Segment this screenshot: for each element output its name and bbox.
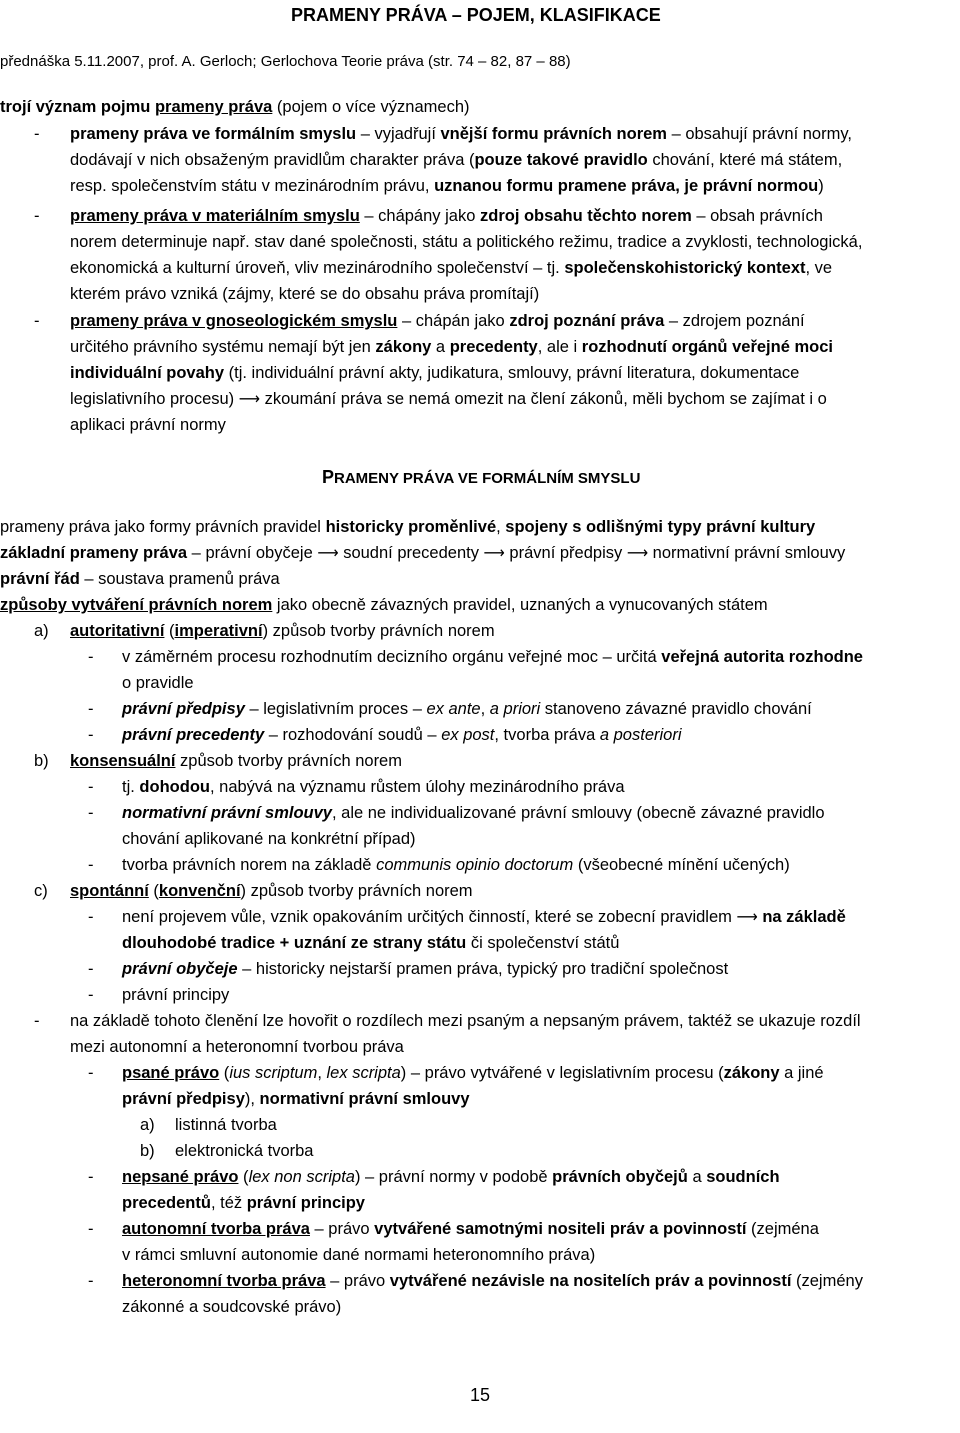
- gnoseo-line-5: aplikaci právní normy: [70, 416, 226, 434]
- a-head: autoritativní (imperativní) způsob tvorby právních norem: [70, 622, 495, 640]
- autonomous-1: autonomní tvorba práva – právo vytvářené samotnými nositeli práv a povinností (zejména: [122, 1220, 819, 1238]
- b-item-3: tvorba právních norem na základě communis opinio doctorum (všeobecné mínění učených): [122, 856, 790, 874]
- formal-line-2: dodávají v nich obsaženým pravidlům charakter práva (pouze takové pravidlo chování, které má státem,: [70, 151, 843, 169]
- heteronomous-1: heteronomní tvorba práva – právo vytvářené nezávisle na nositelích práv a povinností (zejmény: [122, 1272, 863, 1290]
- c-item-2: právní obyčeje – historicky nejstarší pramen práva, typický pro tradiční společnost: [122, 960, 729, 978]
- dash-bullet: -: [88, 908, 94, 926]
- b-head: konsensuální způsob tvorby právních norem: [70, 752, 402, 770]
- intro-line: trojí význam pojmu prameny práva (pojem o více významech): [0, 98, 470, 116]
- page-title: PRAMENY PRÁVA – POJEM, KLASIFIKACE: [291, 5, 661, 25]
- dash-bullet: -: [88, 1220, 94, 1238]
- dash-bullet: -: [34, 1012, 40, 1030]
- formal-line-1: prameny práva ve formálním smyslu – vyjadřují vnější formu právních norem – obsahují právní normy,: [70, 125, 852, 143]
- dash-bullet: -: [88, 960, 94, 978]
- c-item-3: právní principy: [122, 986, 230, 1004]
- unwritten-law-2: precedentů, též právní principy: [122, 1194, 365, 1212]
- section-heading: PRAMENY PRÁVA VE FORMÁLNÍM SMYSLU: [322, 467, 641, 487]
- dash-bullet: -: [88, 700, 94, 718]
- heteronomous-2: zákonné a soudcovské právo): [122, 1298, 342, 1316]
- sources-line-4: způsoby vytváření právních norem jako obecně závazných pravidel, uznaných a vynucovaných státem: [0, 596, 768, 614]
- list-marker-b: b): [34, 752, 49, 770]
- d-line-2: mezi autonomní a heteronomní tvorbou práva: [70, 1038, 404, 1056]
- sources-line-1: prameny práva jako formy právních pravidel historicky proměnlivé, spojeny s odlišnými typy právní kultury: [0, 518, 816, 536]
- gnoseo-line-1: prameny práva v gnoseologickém smyslu – chápán jako zdroj poznání práva – zdrojem poznání: [70, 312, 805, 330]
- material-line-3: ekonomická a kulturní úroveň, vliv mezinárodního společenství – tj. společenskohistorický kontext, ve: [70, 259, 833, 277]
- dash-bullet: -: [88, 856, 94, 874]
- written-law-sub-a: a): [140, 1116, 155, 1134]
- material-line-4: kterém právo vzniká (zájmy, které se do obsahu práva promítají): [70, 285, 540, 303]
- material-line-1: prameny práva v materiálním smyslu – chápány jako zdroj obsahu těchto norem – obsah právních: [70, 207, 823, 225]
- dash-bullet: -: [88, 804, 94, 822]
- dash-bullet: -: [34, 312, 40, 330]
- written-law-sub-b-text: elektronická tvorba: [175, 1142, 314, 1160]
- page-number: 15: [470, 1385, 491, 1405]
- written-law-2: právní předpisy), normativní právní smlouvy: [122, 1090, 470, 1108]
- lecture-subtitle: přednáška 5.11.2007, prof. A. Gerloch; Gerlochova Teorie práva (str. 74 – 82, 87 – 88): [0, 53, 571, 70]
- sources-line-2: základní prameny práva – právní obyčeje ⟶ soudní precedenty ⟶ právní předpisy ⟶ normativní právní smlouvy: [0, 544, 846, 562]
- material-line-2: norem determinuje např. stav dané společnosti, státu a politického režimu, tradice a zvyklosti, technologická,: [70, 233, 863, 251]
- list-marker-a: a): [34, 622, 49, 640]
- dash-bullet: -: [88, 648, 94, 666]
- dash-bullet: -: [88, 986, 94, 1004]
- written-law-sub-b: b): [140, 1142, 155, 1160]
- dash-bullet: -: [34, 207, 40, 225]
- c-item-1b: dlouhodobé tradice + uznání ze strany státu či společenství států: [122, 934, 620, 952]
- formal-line-3: resp. společenstvím státu v mezinárodním právu, uznanou formu pramene práva, je právní normou): [70, 177, 824, 195]
- gnoseo-line-4: legislativního procesu) ⟶ zkoumání práva se nemá omezit na člení zákonů, měli bychom se zajímat i o: [70, 390, 827, 408]
- dash-bullet: -: [88, 778, 94, 796]
- a-item-1b: o pravidle: [122, 674, 194, 692]
- a-item-3: právní precedenty – rozhodování soudů – ex post, tvorba práva a posteriori: [122, 726, 682, 744]
- dash-bullet: -: [88, 1168, 94, 1186]
- b-item-1: tj. dohodou, nabývá na významu růstem úlohy mezinárodního práva: [122, 778, 625, 796]
- written-law-sub-a-text: listinná tvorba: [175, 1116, 277, 1134]
- c-head: spontánní (konvenční) způsob tvorby právních norem: [70, 882, 473, 900]
- gnoseo-line-2: určitého právního systému nemají být jen zákony a precedenty, ale i rozhodnutí orgánů veřejné moci: [70, 338, 833, 356]
- a-item-2: právní předpisy – legislativním proces – ex ante, a priori stanoveno závazné pravidlo chování: [122, 700, 812, 718]
- dash-bullet: -: [88, 1272, 94, 1290]
- gnoseo-line-3: individuální povahy (tj. individuální právní akty, judikatura, smlouvy, právní literatura, dokumentace: [70, 364, 800, 382]
- sources-line-3: právní řád – soustava pramenů práva: [0, 570, 280, 588]
- d-line-1: na základě tohoto členění lze hovořit o rozdílech mezi psaným a nepsaným právem, taktéž se ukazuje rozdíl: [70, 1012, 861, 1030]
- dash-bullet: -: [88, 726, 94, 744]
- written-law-1: psané právo (ius scriptum, lex scripta) – právo vytvářené v legislativním procesu (zákony a jiné: [122, 1064, 824, 1082]
- list-marker-c: c): [34, 882, 48, 900]
- autonomous-2: v rámci smluvní autonomie dané normami heteronomního práva): [122, 1246, 596, 1264]
- a-item-1: v záměrném procesu rozhodnutím decizního orgánu veřejné moc – určitá veřejná autorita rozhodne: [122, 648, 863, 666]
- dash-bullet: -: [88, 1064, 94, 1082]
- unwritten-law-1: nepsané právo (lex non scripta) – právní normy v podobě právních obyčejů a soudních: [122, 1168, 780, 1186]
- dash-bullet: -: [34, 125, 40, 143]
- c-item-1: není projevem vůle, vznik opakováním určitých činností, které se zobecní pravidlem ⟶ na základě: [122, 908, 846, 926]
- b-item-2: normativní právní smlouvy, ale ne individualizované právní smlouvy (obecně závazné pravidlo: [122, 804, 825, 822]
- b-item-2b: chování aplikované na konkrétní případ): [122, 830, 416, 848]
